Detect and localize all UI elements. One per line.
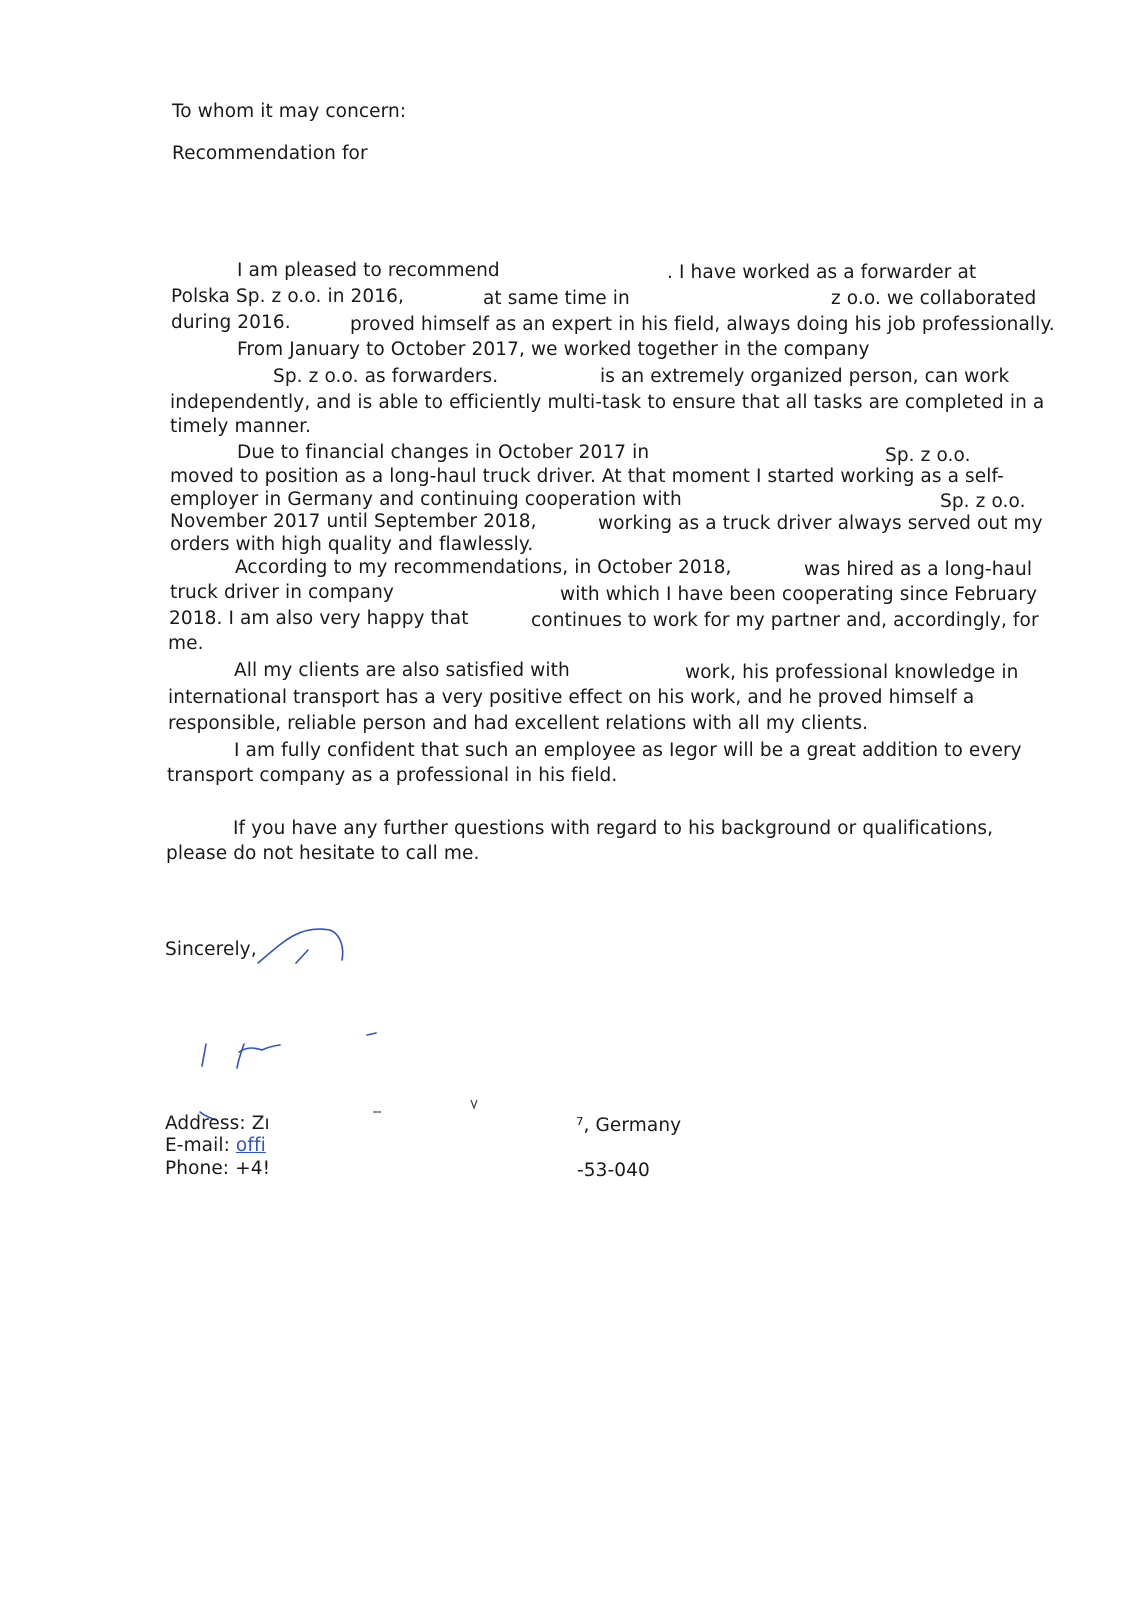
address-value-end: ⁷, Germany [576,1115,682,1136]
body-text: with which I have been cooperating since February [560,584,1038,605]
body-text: during 2016. [171,312,291,333]
email-line [165,1135,266,1157]
body-text: orders with high quality and flawlessly. [170,534,534,555]
body-text: international transport has a very positive effect on his work, and he proved himself a [168,687,975,708]
body-text: independently, and is able to efficiently multi-task to ensure that all tasks are completed in a [170,392,1045,413]
body-text: is an extremely organized person, can work [600,366,1010,387]
body-text: transport company as a professional in his field. [167,765,618,786]
body-text: me. [168,633,204,654]
email-link[interactable]: offi [235,1135,266,1156]
signature-stroke [296,950,308,963]
phone-label: Phone: [165,1158,230,1179]
body-text: moved to position as a long-haul truck driver. At that moment I started working as a self- [170,466,1004,487]
body-text: Polska Sp. z o.o. in 2016, [171,286,404,307]
body-text: According to my recommendations, in October 2018, [235,557,732,578]
body-text: was hired as a long-haul [804,559,1033,580]
address-label: Address: [165,1113,246,1134]
body-text: proved himself as an expert in his field, always doing his job professionally. [350,314,1055,335]
signature-stroke [202,1044,206,1066]
phone-value-end: -53-040 [577,1160,650,1181]
body-text: November 2017 until September 2018, [170,511,537,532]
body-text: I am fully confident that such an employee as Iegor will be a great addition to every [234,740,1022,761]
phone-value-start: +4! [235,1158,271,1179]
signature-stroke [258,929,343,963]
body-text: z o.o. we collaborated [831,288,1037,309]
body-text: 2018. I am also very happy that [169,608,469,629]
salutation: To whom it may concern: [172,101,407,122]
body-text: If you have any further questions with regard to his background or qualifications, [233,818,994,839]
address-value-start: Zı [251,1113,270,1134]
signature-stroke [237,1044,280,1068]
body-text: From January to October 2017, we worked together in the company [237,339,870,360]
subject-line: Recommendation for [172,143,368,164]
signature-stroke [367,1033,376,1035]
closing: Sincerely, [165,939,257,960]
phone-line [165,1158,270,1180]
body-text: All my clients are also satisfied with [234,660,570,681]
body-text: I am pleased to recommend [237,260,500,281]
body-text: responsible, reliable person and had excellent relations with all my clients. [168,713,869,734]
body-text: Sp. z o.o. [885,445,971,466]
scan-mark [471,1100,477,1108]
body-text: timely manner. [170,416,312,437]
body-text: continues to work for my partner and, accordingly, for [531,610,1039,631]
body-text: work, his professional knowledge in [685,662,1019,683]
email-label: E-mail: [165,1135,230,1156]
body-text: truck driver in company [170,582,394,603]
body-text: employer in Germany and continuing cooperation with [170,489,682,510]
body-text: at same time in [483,288,630,309]
body-text: . I have worked as a forwarder at [667,262,977,283]
body-text: Sp. z o.o. as forwarders. [273,366,499,387]
body-text: working as a truck driver always served out my [598,513,1043,534]
body-text: Due to financial changes in October 2017 in [237,442,650,463]
address-line [165,1113,270,1135]
body-text: please do not hesitate to call me. [166,843,480,864]
body-text: Sp. z o.o. [940,491,1026,512]
